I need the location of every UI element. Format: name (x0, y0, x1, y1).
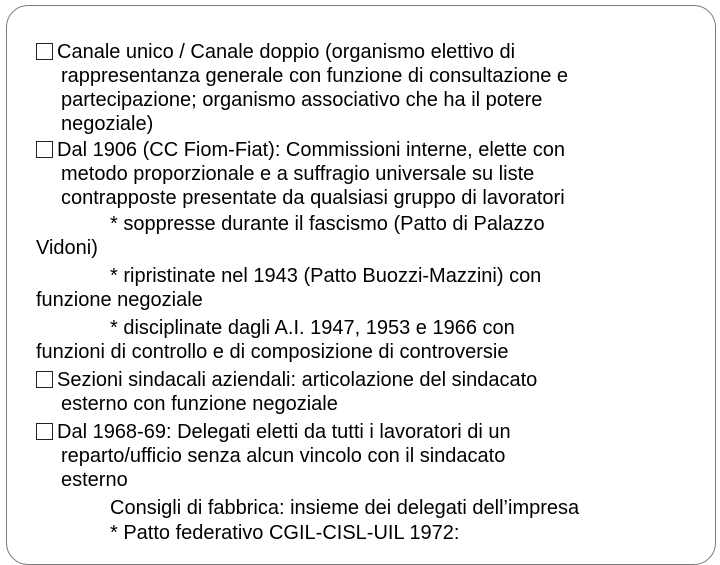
bullet-2: Dal 1906 (CC Fiom-Fiat): Commissioni interne, elette con (36, 138, 565, 162)
sub-item-1: * soppresse durante il fascismo (Patto di Palazzo (110, 213, 545, 235)
bullet-1: Canale unico / Canale doppio (organismo elettivo di (36, 40, 515, 64)
text-line: negoziale) (61, 113, 154, 135)
checkbox-bullet-icon (36, 423, 53, 440)
text-line: partecipazione; organismo associativo che ha il potere (61, 89, 543, 111)
checkbox-bullet-icon (36, 141, 53, 158)
sub-item-3: * disciplinate dagli A.I. 1947, 1953 e 1966 con (110, 317, 515, 339)
bullet-4: Dal 1968-69: Delegati eletti da tutti i lavoratori di un (36, 420, 511, 444)
text-line: rappresentanza generale con funzione di consultazione e (61, 65, 569, 87)
text-line: funzione negoziale (36, 289, 203, 311)
text-line: metodo proporzionale e a suffragio universale su liste (61, 163, 535, 185)
bullet-3: Sezioni sindacali aziendali: articolazione del sindacato (36, 368, 537, 392)
sub-item-2: * ripristinate nel 1943 (Patto Buozzi-Mazzini) con (110, 265, 542, 287)
checkbox-bullet-icon (36, 371, 53, 388)
text-line: funzioni di controllo e di composizione di controversie (36, 341, 509, 363)
text-line: reparto/ufficio senza alcun vincolo con il sindacato (61, 445, 506, 467)
text-line: Vidoni) (36, 237, 98, 259)
sub-item-5: * Patto federativo CGIL-CISL-UIL 1972: (110, 522, 460, 544)
text-line: contrapposte presentate da qualsiasi gruppo di lavoratori (61, 187, 565, 209)
text-line: esterno con funzione negoziale (61, 393, 338, 415)
checkbox-bullet-icon (36, 43, 53, 60)
sub-item-4: Consigli di fabbrica: insieme dei delegati dell’impresa (110, 497, 580, 519)
text-line: esterno (61, 469, 128, 491)
